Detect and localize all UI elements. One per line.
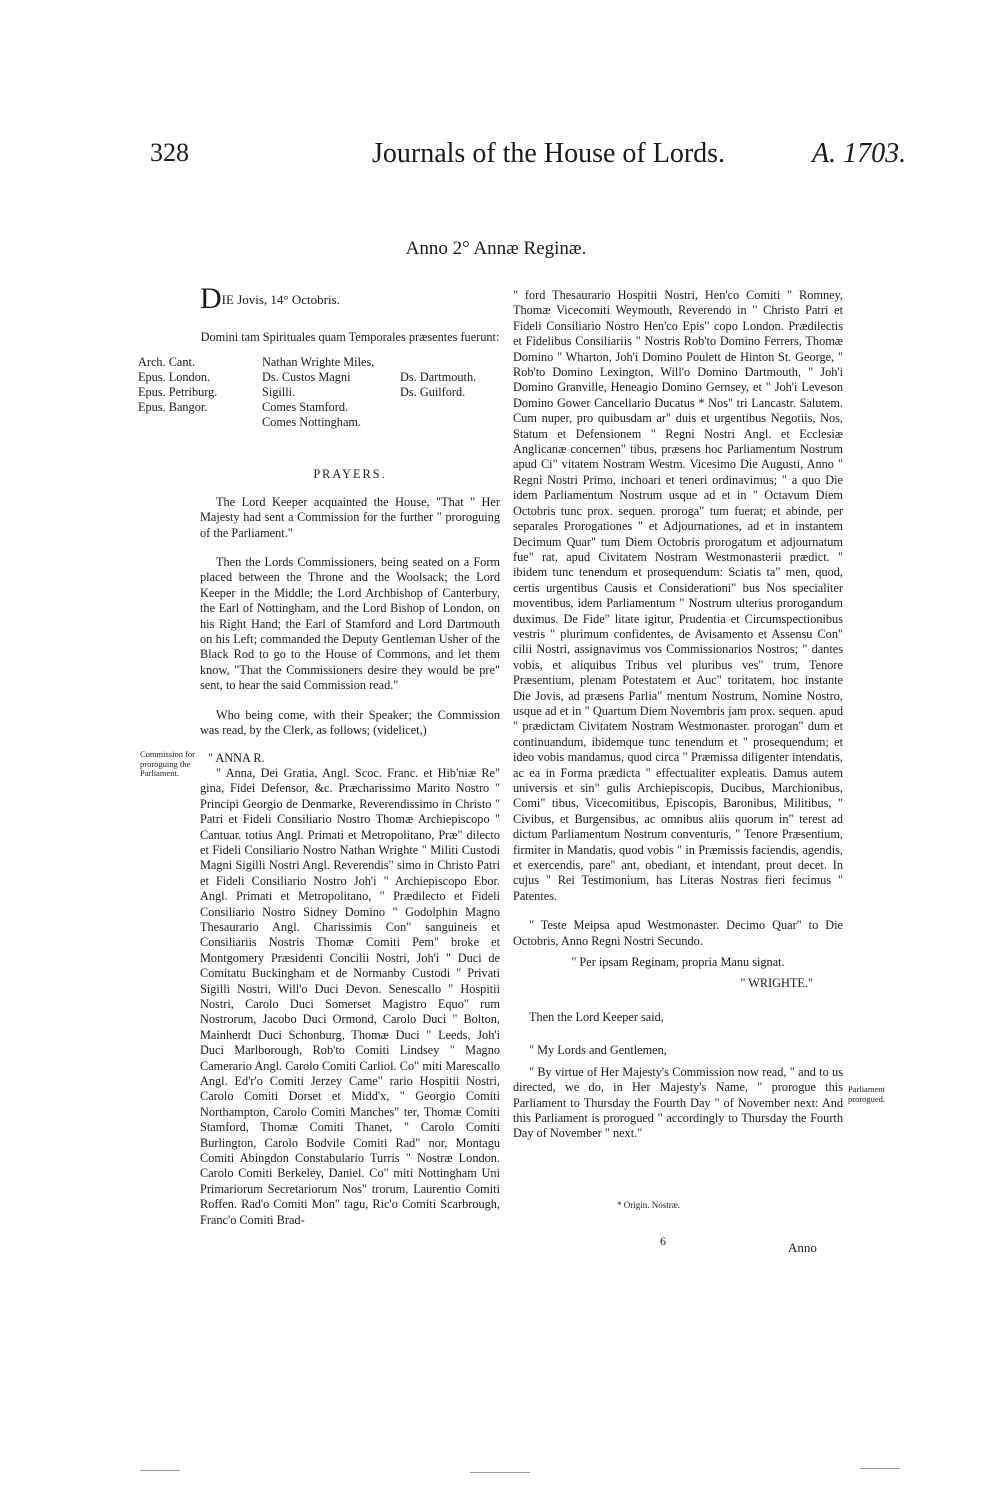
page-title: Journals of the House of Lords. xyxy=(372,138,726,169)
attendance-bishops: Arch. Cant. Epus. London. Epus. Petriburg. Epus. Bangor. xyxy=(138,355,218,415)
speech-text: " By virtue of Her Majesty's Commission now read, " and to us directed, we do, in Her Majesty's Name, " prorogue this Parliament to Thursday the Fourth Day " of November next: And this Parliament is prorogued " accordingly to Thursday the Fourth Day of November " next." xyxy=(513,1064,843,1141)
paragraph: Then the Lords Commissioners, being seated on a Form placed between the Throne and the Woolsack; the Lord Keeper in the Middle; the Lord Archbishop of Canterbury, the Earl of Nottingham, and the Lord Bishop of London, on his Right Hand; the Earl of Stamford and Lord Dartmouth on his Left; commanded the Deputy Gentleman Usher of the Black Rod to go to the House of Commons, and let them know, "That the Commissioners desire they would be pre" sent, to hear the said Commission read." xyxy=(200,555,500,693)
prayers-heading: PRAYERS. xyxy=(313,467,387,482)
attendance-heading: Domini tam Spirituales quam Temporales præsentes fuerunt: xyxy=(200,330,500,344)
speech-opening: " My Lords and Gentlemen, xyxy=(529,1043,667,1058)
date-text: IE Jovis, 14° Octobris. xyxy=(221,292,340,307)
date-line xyxy=(200,282,500,315)
drop-cap: D xyxy=(200,282,222,315)
commission-heading: " ANNA R. xyxy=(208,750,265,765)
paragraph: Then the Lord Keeper said, xyxy=(529,1009,664,1024)
catchword: Anno xyxy=(788,1240,817,1255)
footnote: * Origin. Nostræ. xyxy=(617,1200,680,1210)
right-column xyxy=(513,288,843,1142)
bottom-edge-mark xyxy=(470,1472,530,1473)
attendance-barons: Ds. Dartmouth. Ds. Guilford. xyxy=(400,370,477,400)
paragraph: Who being come, with their Speaker; the Commission was read, by the Clerk, as follows; (videlicet,) xyxy=(200,707,500,738)
paragraph: The Lord Keeper acquainted the House, "That " Her Majesty had sent a Commission for the further " proroguing of the Parliament." xyxy=(200,494,500,540)
commission-text: " Anna, Dei Gratia, Angl. Scoc. Franc. et Hib'niæ Re" gina, Fidei Defensor, &c. Præcharissimo Marito Nostro " Principi Georgio de Denmarke, Reverendissimo in Christo " Patri et Fideli Consiliario Nostro Thomæ Archiepiscopo " Cantuar. totius Angl. Primati et Metropolitano, Præ" dilecto et Fideli Consiliario Nostro Nathan Wrighte " Militi Custodi Magni Sigilli Nostri Angl. Reverendis" simo in Christo Patri et Fideli Consiliario Nostro Joh'i " Archiepiscopo Ebor. Angl. Primati et Metropolitano, " Prædilecto et Fideli Consiliario Nostro Sidney Domino " Godolphin Magno Thesaurario Angl. Charissimis Con" sanguineis et Consiliariis Nostris Thomæ Comiti Pem" broke et Montgomery Præsidenti Concilii Nostri, Joh'i " Duci de Comitatu Buckingham et de Normanby Custodi " Privati Sigilli Nostri, Will'o Duci Devon. Senescallo " Hospitii Nostri, Carolo Duci Somerset Magistro Equo" rum Nostrorum, Jacobo Duci Ormond, Carolo Duci " Bolton, Mainherdt Duci Schonburg, Thomæ Duci " Leeds, Joh'i Duci Marlborough, Rob'to Comiti Lindsey " Magno Camerario Angl. Carolo Comiti Carliol. Co" miti Marescallo Angl. Ed'r'o Comiti Jerzey Came" rario Hospitii Nostri, Carolo Comiti Dorset et Midd'x, " Georgio Comiti Northampton, Carolo Comiti Manches" ter, Thomæ Comiti Stamford, Thomæ Comiti Thanet, " Carolo Comiti Burlington, Carolo Bodvile Comiti Rad" nor, Montagu Comiti Abingdon Constabulario Turris " Nostræ London. Carolo Comiti Berkeley, Daniel. Co" miti Nottingham Uni Primariorum Secretariorum Nos" trorum, Laurentio Comiti Roffen. Rad'o Comiti Mon" tagu, Ric'o Comiti Scarbrough, Franc'o Comiti Brad- xyxy=(200,765,500,1227)
attendance-lords: Nathan Wrightе Miles, Ds. Custos Magni Sigilli. Comes Stamford. Comes Nottingham. xyxy=(262,355,375,430)
regnal-year-heading: Anno 2° Annæ Reginæ. xyxy=(405,238,587,259)
commission-text-continued: " ford Thesaurario Hospitii Nostri, Hen'co Comiti " Romney, Thomæ Vicecomiti Weymouth, Reverendo in " Christo Patri et Fideli Consiliario Nostro Hen'co Epis" copo London. Prædilectis et Fidelibus Consiliariis " Nostris Rob'to Domino Ferrers, Thomæ Domino " Wharton, Joh'i Domino Poulett de Hinton St. George, " Rob'to Domino Lexington, Will'o Domino Dartmouth, " Joh'i Domino Granville, Heneagio Domino Gernsey, et " Joh'i Leveson Domino Gower Cancellario Ducatus * Nos" tri Lancastr. Salutem. Cum nuper, pro quibusdam ar" duis et urgentibus Negotiis, Nos, Statum et Defensionem " Regni Nostri Angl. et Ecclesiæ Anglicanæ concernen" tibus, præsens hoc Parliamentum Nostrum apud Ci" vitatem Nostram Westm. Vicesimo Die Augusti, Anno " Regni Nostri Primo, inchoari et teneri ordinavimus; " a quo Die idem Parliamentum Nostrum usque ad et in " Octavum Diem Octobris tunc prox. sequen. proroga" tum fuerat; et abinde, per separales Prorogationes " et Adjournationes, ad et in instantem Decimum Quar" tum Diem Octobris prorogatum et adjournatum fue" rat, apud Civitatem Nostram Westmonasterii prædict. " ibidem tunc tenendum et prosequendum: Sciatis ta" men, quod, certis urgentibus Causis et Considerationi" bus Nos specialiter moventibus, idem Parliamentum " Nostrum ulterius prorogandum duximus. De Fide" litate igitur, Prudentia et Circumspectionibus vestris " plurimum confidentes, de Avisamento et Assensu Con" cilii Nostri, assignavimus vos Commissionarios Nostros; " dantes vobis, et aliquibus Tribus vel pluribus ves" trum, Tenore Præsentium, plenam Potestatem et Auc" toritatem, hoc instante Die Jovis, ad præsens Parlia" mentum Nostrum, Nomine Nostro, usque ad et in " Quartum Diem Novembris jam prox. sequen. apud " prædictam Civitatem Nostram Westmonaster. prorogan" dum et continuandum, ibidemque tunc tenendum et " prosequendum; et ideo vobis mandamus, quod circa " Præmissa diligenter intendatis, ac ea in Forma prædicta " effectualiter expleatis. Damus autem universis et sin" gulis Archiepiscopis, Ducibus, Marchionibus, Comi" tibus, Vicecomitibus, Episcopis, Baronibus, Militibus, " Civibus, et Burgensibus, ac omnibus aliis quorum in" terest ad dictum Parliamentum Nostrum conventuris, " Tenore Præsentium, firmiter in Mandatis, quod vobis " in Præmissis faciendis, agendis, et exercendis, pare" ant, obediant, et intendant, prout decet. In cujus " Rei Testimonium, has Literas Nostras fieri fecimus " Patentes. xyxy=(513,288,843,903)
bottom-edge-mark xyxy=(140,1470,180,1471)
page-year: A. 1703. xyxy=(812,138,907,169)
margin-note-prorogued: Parliament prorogued. xyxy=(848,1084,886,1104)
margin-note-commission: Commission for proroguing the Parliament. xyxy=(140,749,196,778)
signature-line: " Per ipsam Reginam, propria Manu signat. xyxy=(571,955,785,970)
bottom-edge-mark xyxy=(860,1468,900,1469)
attendance-list xyxy=(138,355,500,463)
signature-mark: 6 xyxy=(660,1234,666,1248)
wrighte-signature: " WRIGHTE." xyxy=(740,976,813,991)
teste-line: " Teste Meipsa apud Westmonaster. Decimo Quar" to Die Octobris, Anno Regni Nostri Secundo. xyxy=(513,918,843,948)
page-number: 328 xyxy=(150,138,189,167)
